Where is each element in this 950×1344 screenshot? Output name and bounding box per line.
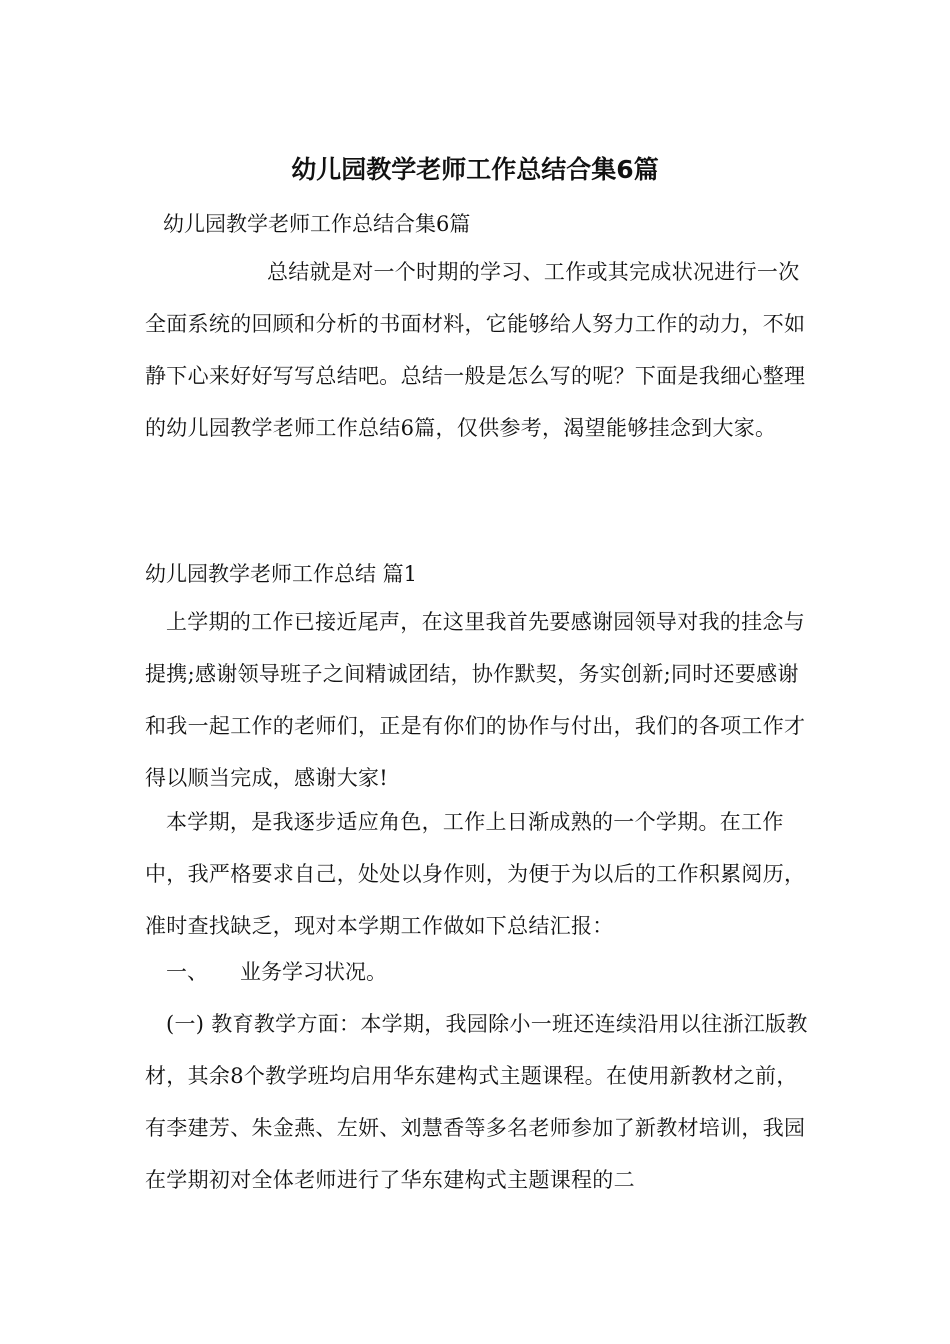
body-paragraph-1: 上学期的工作已接近尾声，在这里我首先要感谢园领导对我的挂念与提携;感谢领导班子之间精诚团结，协作默契，务实创新;同时还要感谢和我一起工作的老师们，正是有你们的协作与付出，我们的各项工作才得以顺当完成，感谢大家! (145, 610, 806, 790)
list-item-marker: 一、 (166, 960, 208, 984)
list-item-text: 业务学习状况。 (240, 960, 387, 984)
body-paragraph-4: (一) 教育教学方面：本学期，我园除小一班还连续沿用以往浙江版教材，其余8个教学班均启用华东建构式主题课程。在使用新教材之前，有李建芳、朱金燕、左妍、刘慧香等多名老师参加了新教材培训，我园在学期初对全体老师进行了华东建构式主题课程的二 (145, 1012, 808, 1192)
body-paragraph-2: 本学期，是我逐步适应角色，工作上日渐成熟的一个学期。在工作中，我严格要求自己，处处以身作则，为便于为以后的工作积累阅历，准时查找缺乏，现对本学期工作做如下总结汇报： (145, 810, 806, 938)
list-item (166, 946, 387, 998)
document-title: 幼儿园教学老师工作总结合集6篇 (291, 155, 659, 184)
intro-paragraph: 总结就是对一个时期的学习、工作或其完成状况进行一次全面系统的回顾和分析的书面材料，它能够给人努力工作的动力，不如静下心来好好写写总结吧。总结一般是怎么写的呢？下面是我细心整理的幼儿园教学老师工作总结6篇，仅供参考，渴望能够挂念到大家。 (145, 260, 806, 440)
document-subtitle: 幼儿园教学老师工作总结合集6篇 (163, 212, 471, 236)
section-heading: 幼儿园教学老师工作总结 篇1 (145, 562, 418, 586)
